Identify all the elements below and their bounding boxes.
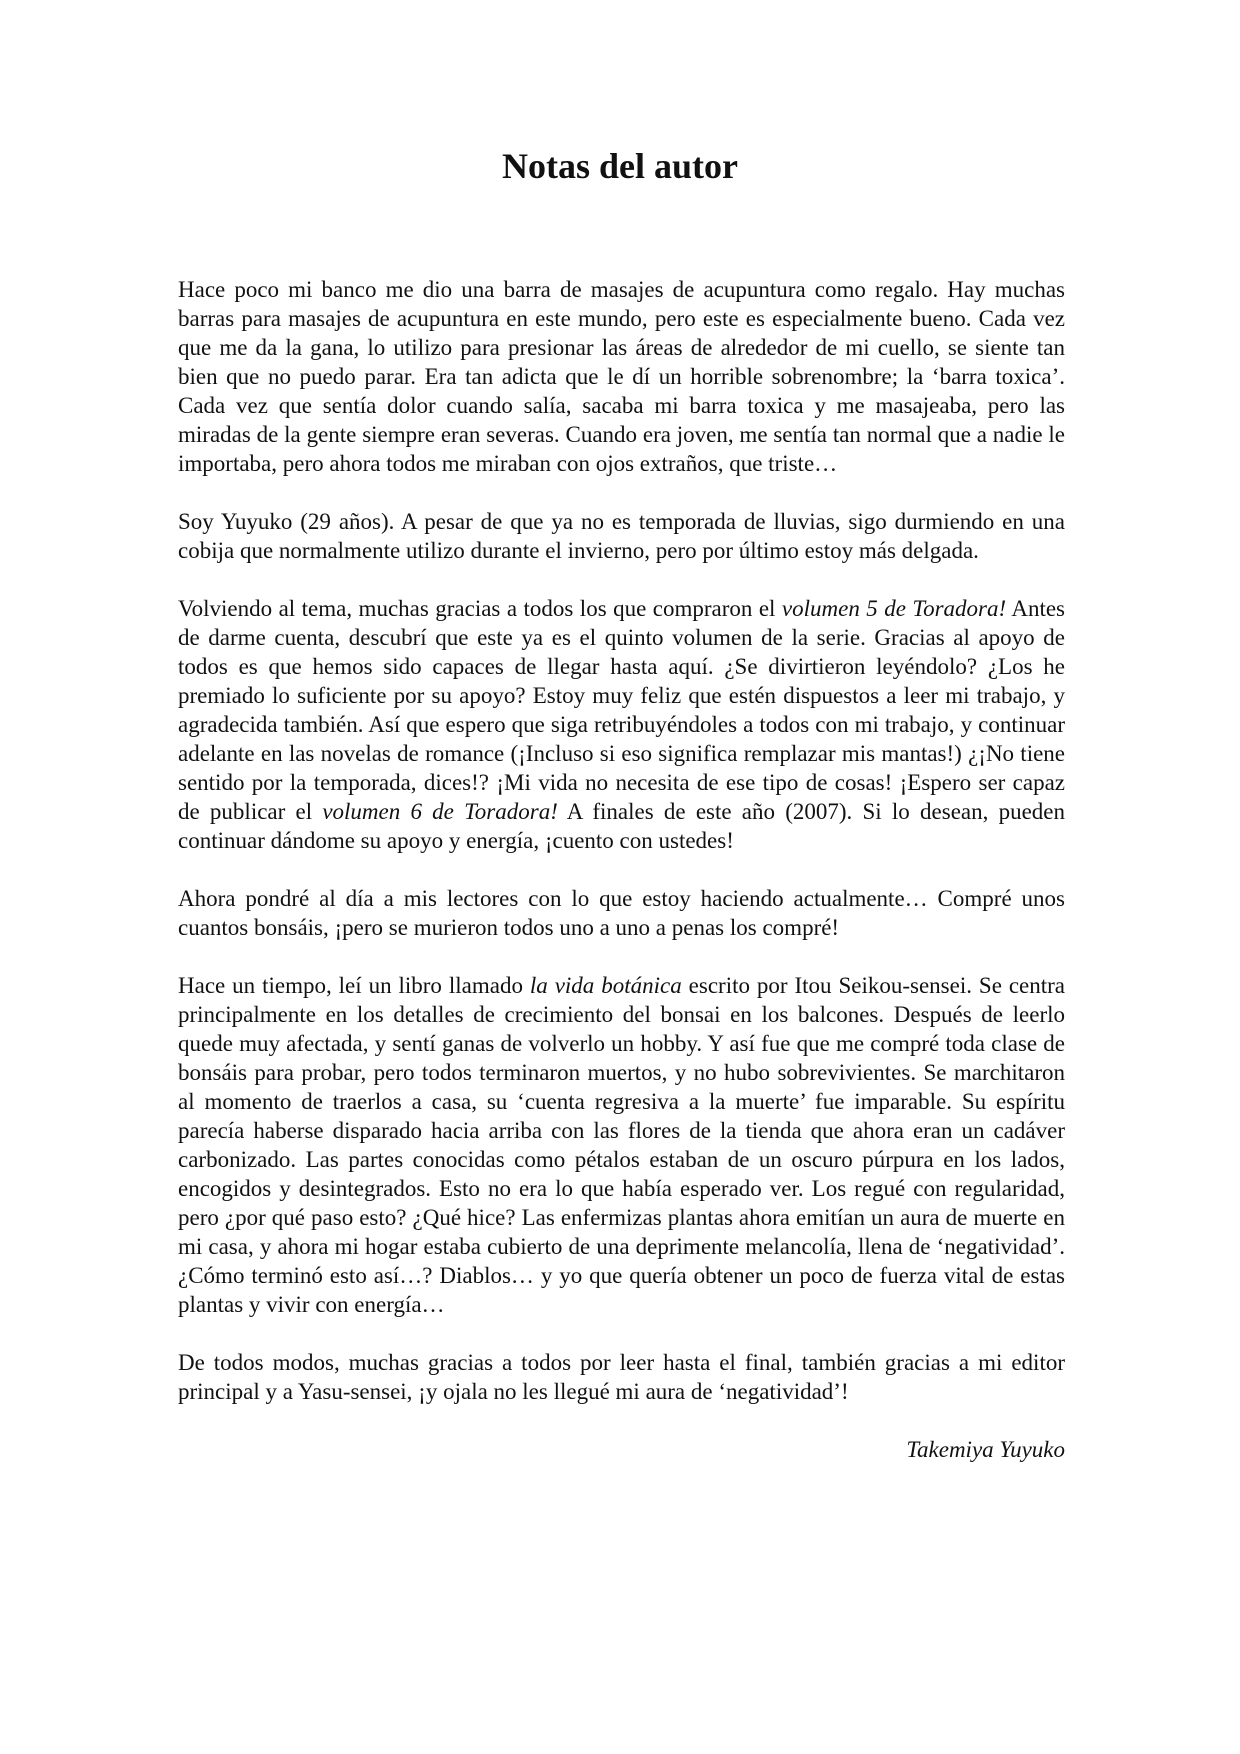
book-title-volume-6: volumen 6 de Toradora! [322, 799, 558, 824]
author-signature: Takemiya Yuyuko [906, 1437, 1065, 1462]
paragraph-3-text-a: Volviendo al tema, muchas gracias a todos los que compraron el [178, 596, 782, 621]
book-title-volume-5: volumen 5 de Toradora! [781, 596, 1007, 621]
paragraph-3 [178, 594, 1065, 855]
paragraph-4-text: Ahora pondré al día a mis lectores con lo que estoy haciendo actualmente… Compré unos cuantos bonsáis, ¡pero se murieron todos uno a uno a penas los compré! [178, 886, 1065, 940]
paragraph-5-text-a: Hace un tiempo, leí un libro llamado [178, 973, 530, 998]
book-title-vida-botanica: la vida botánica [529, 973, 682, 998]
paragraph-6 [178, 1348, 1065, 1406]
document-body [178, 275, 1065, 1464]
page-title: Notas del autor [502, 146, 738, 186]
paragraph-1-text: Hace poco mi banco me dio una barra de masajes de acupuntura como regalo. Hay muchas barras para masajes de acupuntura en este mundo, pero este es especialmente bueno. Cada vez que me da la gana, lo utilizo para presionar las áreas de alrededor de mi cuello, se siente tan bien que no puedo parar. Era tan adicta que le dí un horrible sobrenombre; la ‘barra toxica’. Cada vez que sentía dolor cuando salía, sacaba mi barra toxica y me masajeaba, pero las miradas de la gente siempre eran severas. Cuando era joven, me sentía tan normal que a nadie le importaba, pero ahora todos me miraban con ojos extraños, que triste… [178, 277, 1065, 476]
paragraph-2 [178, 507, 1065, 565]
paragraph-4 [178, 884, 1065, 942]
paragraph-3-text-c: A finales de este año (2007). Si lo desean, pueden continuar dándome su apoyo y energía, ¡cuento con ustedes! [178, 799, 1065, 853]
paragraph-6-text: De todos modos, muchas gracias a todos por leer hasta el final, también gracias a mi editor principal y a Yasu-sensei, ¡y ojala no les llegué mi aura de ‘negatividad’! [178, 1350, 1065, 1404]
paragraph-3-text-b: Antes de darme cuenta, descubrí que este ya es el quinto volumen de la serie. Gracias al apoyo de todos es que hemos sido capaces de llegar hasta aquí. ¿Se divirtieron leyéndolo? ¿Los he premiado lo suficiente por su apoyo? Estoy muy feliz que estén dispuestos a leer mi trabajo, y agradecida también. Así que espero que siga retribuyéndoles a todos con mi trabajo, y continuar adelante en las novelas de romance (¡Incluso si eso significa remplazar mis mantas!) ¿¡No tiene sentido por la temporada, dices!? ¡Mi vida no necesita de ese tipo de cosas! ¡Espero ser capaz de publicar el [178, 596, 1066, 824]
paragraph-5 [178, 971, 1065, 1319]
paragraph-1 [178, 275, 1065, 478]
paragraph-5-text-b: escrito por Itou Seikou-sensei. Se centra principalmente en los detalles de crecimiento del bonsai en los balcones. Después de leerlo quede muy afectada, y sentí ganas de volverlo un hobby. Y así fue que me compré toda clase de bonsáis para probar, pero todos terminaron muertos, y no hubo sobrevivientes. Se marchitaron al momento de traerlos a casa, su ‘cuenta regresiva a la muerte’ fue imparable. Su espíritu parecía haberse disparado hacia arriba con las flores de la tienda que ahora eran un cadáver carbonizado. Las partes conocidas como pétalos estaban de un oscuro púrpura en los lados, encogidos y desintegrados. Esto no era lo que había esperado ver. Los regué con regularidad, pero ¿por qué paso esto? ¿Qué hice? Las enfermizas plantas ahora emitían un aura de muerte en mi casa, y ahora mi hogar estaba cubierto de una deprimente melancolía, llena de ‘negatividad’. ¿Cómo terminó esto así…? Diablos… y yo que quería obtener un poco de fuerza vital de estas plantas y vivir con energía… [178, 973, 1066, 1317]
paragraph-2-text: Soy Yuyuko (29 años). A pesar de que ya no es temporada de lluvias, sigo durmiendo en una cobija que normalmente utilizo durante el invierno, pero por último estoy más delgada. [178, 509, 1065, 563]
